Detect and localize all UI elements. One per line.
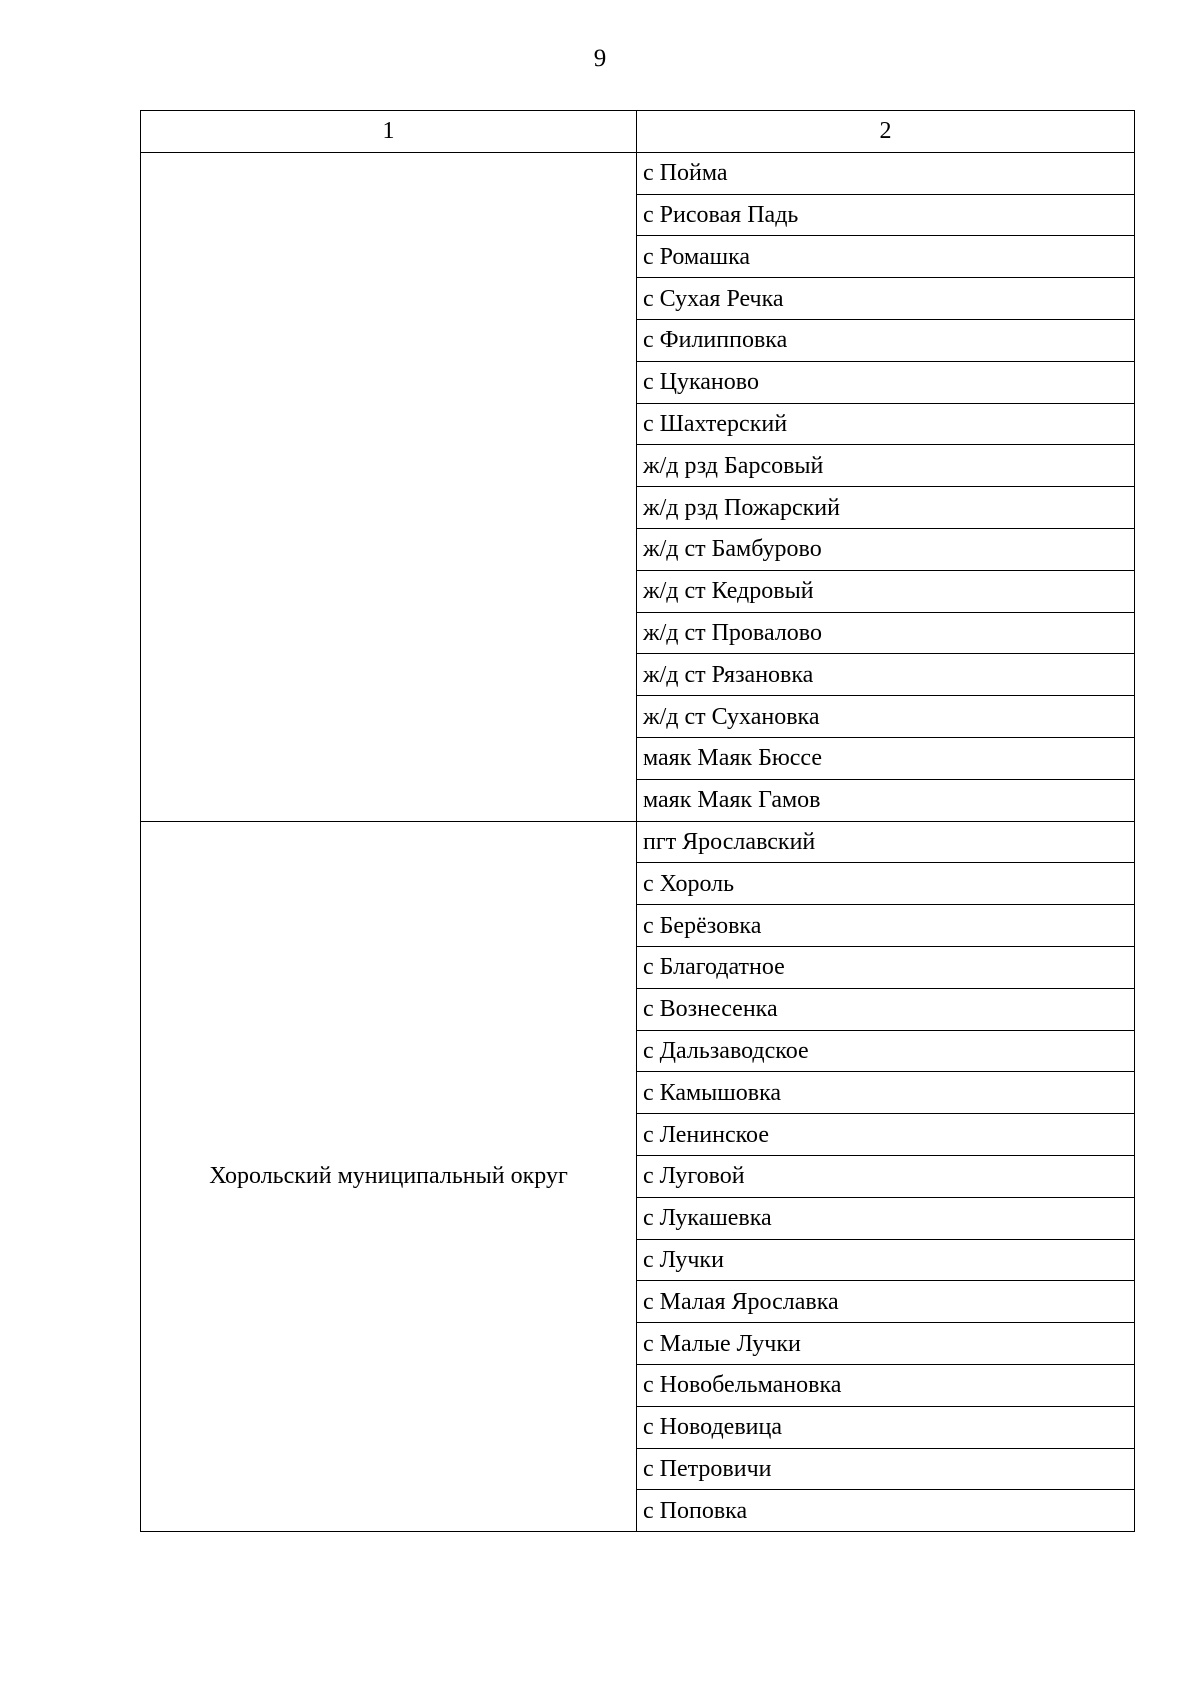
- settlement-cell: ж/д ст Бамбурово: [637, 528, 1135, 570]
- settlement-cell: с Малые Лучки: [637, 1323, 1135, 1365]
- settlement-cell: с Ромашка: [637, 236, 1135, 278]
- settlement-cell: с Рисовая Падь: [637, 194, 1135, 236]
- district-cell: [141, 152, 637, 821]
- settlement-cell: с Малая Ярославка: [637, 1281, 1135, 1323]
- settlement-cell: маяк Маяк Гамов: [637, 779, 1135, 821]
- settlement-cell: с Сухая Речка: [637, 278, 1135, 320]
- table-header-row: [141, 111, 1135, 153]
- settlement-cell: с Новодевица: [637, 1406, 1135, 1448]
- settlement-cell: с Новобельмановка: [637, 1364, 1135, 1406]
- settlement-cell: с Ленинское: [637, 1114, 1135, 1156]
- settlement-cell: пгт Ярославский: [637, 821, 1135, 863]
- settlement-cell: ж/д ст Рязановка: [637, 654, 1135, 696]
- settlement-cell: с Камышовка: [637, 1072, 1135, 1114]
- settlement-cell: маяк Маяк Бюссе: [637, 737, 1135, 779]
- settlement-cell: с Хороль: [637, 863, 1135, 905]
- settlement-cell: с Шахтерский: [637, 403, 1135, 445]
- settlement-cell: с Пойма: [637, 152, 1135, 194]
- settlements-table: [140, 110, 1135, 1532]
- settlement-cell: ж/д ст Провалово: [637, 612, 1135, 654]
- column-header-1: 1: [141, 111, 637, 153]
- table-row: [141, 821, 1135, 863]
- settlement-cell: ж/д ст Сухановка: [637, 696, 1135, 738]
- settlement-cell: с Вознесенка: [637, 988, 1135, 1030]
- table-row: [141, 152, 1135, 194]
- settlement-cell: с Петровичи: [637, 1448, 1135, 1490]
- settlement-cell: ж/д рзд Пожарский: [637, 487, 1135, 529]
- district-cell: Хорольский муниципальный округ: [141, 821, 637, 1532]
- settlement-cell: ж/д ст Кедровый: [637, 570, 1135, 612]
- settlement-cell: с Филипповка: [637, 319, 1135, 361]
- settlement-cell: с Лучки: [637, 1239, 1135, 1281]
- settlement-cell: с Берёзовка: [637, 905, 1135, 947]
- settlement-cell: с Дальзаводское: [637, 1030, 1135, 1072]
- settlement-cell: с Благодатное: [637, 946, 1135, 988]
- settlement-cell: ж/д рзд Барсовый: [637, 445, 1135, 487]
- settlement-cell: с Лукашевка: [637, 1197, 1135, 1239]
- settlement-cell: с Поповка: [637, 1490, 1135, 1532]
- column-header-2: 2: [637, 111, 1135, 153]
- table-body: [141, 152, 1135, 1531]
- settlement-cell: с Цуканово: [637, 361, 1135, 403]
- settlement-cell: с Луговой: [637, 1155, 1135, 1197]
- page-number: 9: [593, 45, 607, 72]
